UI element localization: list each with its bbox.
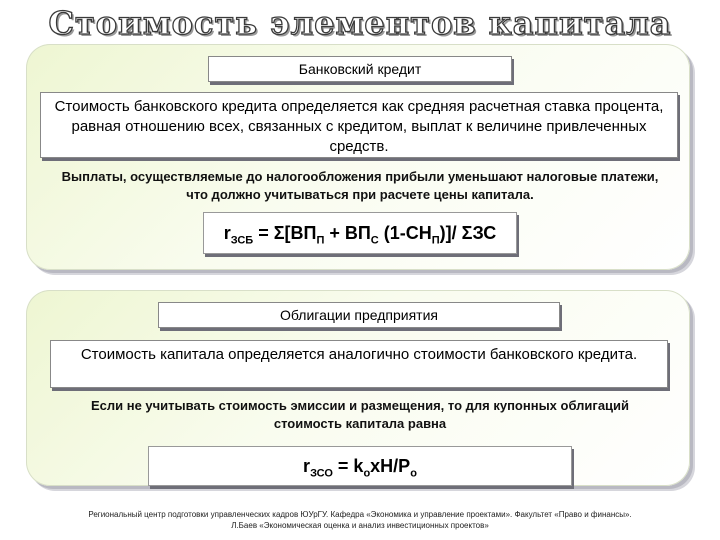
formula-vp2-subscript: С [370,234,379,247]
bank-loan-note: Выплаты, осуществляемые до налогообложения прибыли уменьшают налоговые платежи, что должно учитываться при расчете цены капитала. [61,169,659,202]
formula-tail: )]/ ΣЗС [439,223,497,243]
formula-eq: = Σ[ВП [253,223,317,243]
page-title: Стоимость элементов капитала [48,4,672,42]
bonds-definition: Стоимость капитала определяется аналогично стоимости банковского кредита. [50,340,668,388]
bank-loan-header: Банковский кредит [208,56,512,82]
formula-r-subscript: ЗСО [310,467,333,480]
formula-plus: + ВП [324,223,371,243]
bank-loan-formula [203,212,517,254]
footer-line-1: Региональный центр подготовки управленческих кадров ЮУрГУ. Кафедра «Экономика и управление проектами». Факультет «Право и финансы». [88,510,632,519]
formula-paren: (1-СН [378,223,432,243]
formula-eq: = k [332,456,364,476]
bonds-header: Облигации предприятия [158,302,560,328]
formula-p-subscript: о [410,467,417,480]
formula-r: r [303,456,311,476]
bank-loan-definition: Стоимость банковского кредита определяется как средняя расчетная ставка процента, равная отношению всех, связанных с кредитом, выплат к величине привлеченных средств. [40,92,678,158]
formula-mid: хН/Р [370,456,411,476]
bonds-formula [148,446,572,486]
formula-k-subscript: о [363,467,371,480]
footer [0,509,720,531]
formula-vp1-subscript: П [316,234,325,247]
bonds-note: Если не учитывать стоимость эмиссии и размещения, то для купонных облигаций стоимость капитала равна [90,398,630,431]
formula-r-subscript: ЗСБ [230,234,254,247]
formula-sn-subscript: П [431,234,440,247]
footer-line-2: Л.Баев «Экономическая оценка и анализ инвестиционных проектов» [231,521,489,530]
formula-r: r [223,223,231,243]
